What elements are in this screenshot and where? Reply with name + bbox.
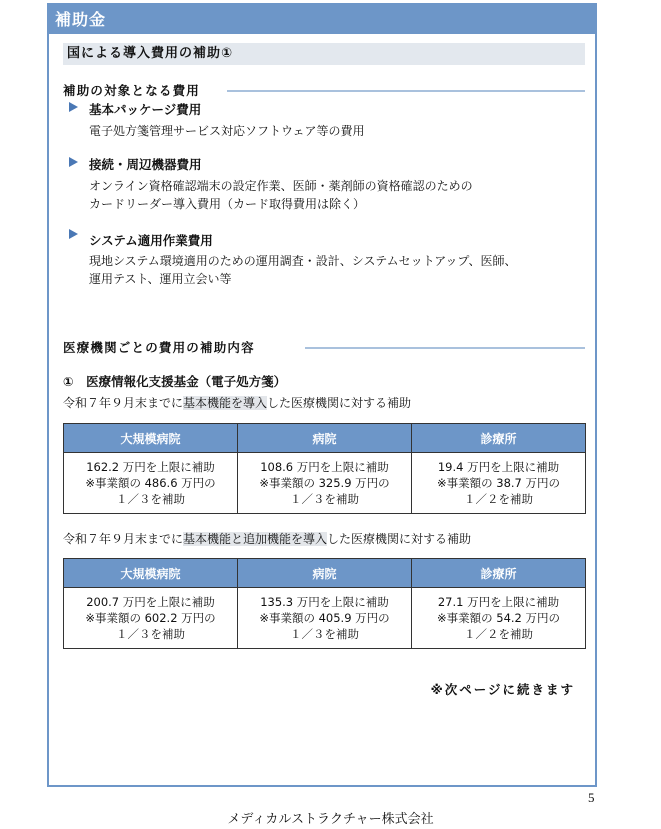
- page-number: 5: [588, 790, 595, 805]
- section2-divider: [305, 347, 585, 349]
- company-name: メディカルストラクチャー株式会社: [227, 812, 434, 827]
- note-basic-highlight: 基本機能を導入: [183, 396, 268, 410]
- page-title: 補助金: [49, 5, 595, 34]
- header-hospital: 病院: [238, 559, 412, 588]
- note-advanced-part1: 令和７年９月末までに: [63, 532, 184, 546]
- section2-heading: 医療機関ごとの費用の補助内容: [63, 340, 255, 355]
- cell-large-hospital: 162.2 万円を上限に補助 ※事業額の 486.6 万円の １／３を補助: [64, 453, 238, 514]
- item-title-system: システム適用作業費用: [89, 233, 213, 248]
- note-advanced-part3: した医療機関に対する補助: [327, 532, 472, 546]
- subsidy-table-advanced: [63, 558, 586, 649]
- bullet-triangle-icon: [69, 157, 78, 167]
- section-subtitle: 国による導入費用の補助①: [63, 43, 585, 65]
- bullet-triangle-icon: [69, 102, 78, 112]
- header-clinic: 診療所: [412, 559, 586, 588]
- header-hospital: 病院: [238, 424, 412, 453]
- note-basic: [63, 394, 411, 411]
- cell-hospital: 108.6 万円を上限に補助 ※事業額の 325.9 万円の １／３を補助: [238, 453, 412, 514]
- note-advanced-highlight: 基本機能と追加機能を導入: [183, 532, 328, 546]
- subsidy-table-basic: [63, 423, 586, 514]
- note-advanced: [63, 530, 471, 547]
- fund-label: ① 医療情報化支援基金（電子処方箋）: [63, 374, 287, 389]
- item-desc-system-1: 現地システム環境適用のための運用調査・設計、システムセットアップ、医師、: [89, 254, 517, 268]
- cell-clinic: 27.1 万円を上限に補助 ※事業額の 54.2 万円の １／２を補助: [412, 588, 586, 649]
- item-desc-connection-2: カードリーダー導入費用（カード取得費用は除く）: [89, 197, 366, 211]
- section1-heading: 補助の対象となる費用: [63, 83, 201, 98]
- header-large-hospital: 大規模病院: [64, 559, 238, 588]
- item-title-basic-package: 基本パッケージ費用: [89, 102, 202, 117]
- cell-large-hospital: 200.7 万円を上限に補助 ※事業額の 602.2 万円の １／３を補助: [64, 588, 238, 649]
- header-clinic: 診療所: [412, 424, 586, 453]
- item-desc-connection-1: オンライン資格確認端末の設定作業、医師・薬剤師の資格確認のための: [89, 179, 473, 193]
- content-frame: [47, 3, 597, 787]
- section1-divider: [227, 90, 585, 92]
- note-basic-part3: した医療機関に対する補助: [267, 396, 412, 410]
- item-title-connection: 接続・周辺機器費用: [89, 157, 202, 172]
- cell-clinic: 19.4 万円を上限に補助 ※事業額の 38.7 万円の １／２を補助: [412, 453, 586, 514]
- bullet-triangle-icon: [69, 229, 78, 239]
- cell-hospital: 135.3 万円を上限に補助 ※事業額の 405.9 万円の １／３を補助: [238, 588, 412, 649]
- note-basic-part1: 令和７年９月末までに: [63, 396, 184, 410]
- header-large-hospital: 大規模病院: [64, 424, 238, 453]
- item-desc-system-2: 運用テスト、運用立会い等: [89, 272, 232, 286]
- continue-note: ※次ページに続きます: [430, 682, 575, 697]
- item-desc-basic-package: 電子処方箋管理サービス対応ソフトウェア等の費用: [89, 124, 365, 138]
